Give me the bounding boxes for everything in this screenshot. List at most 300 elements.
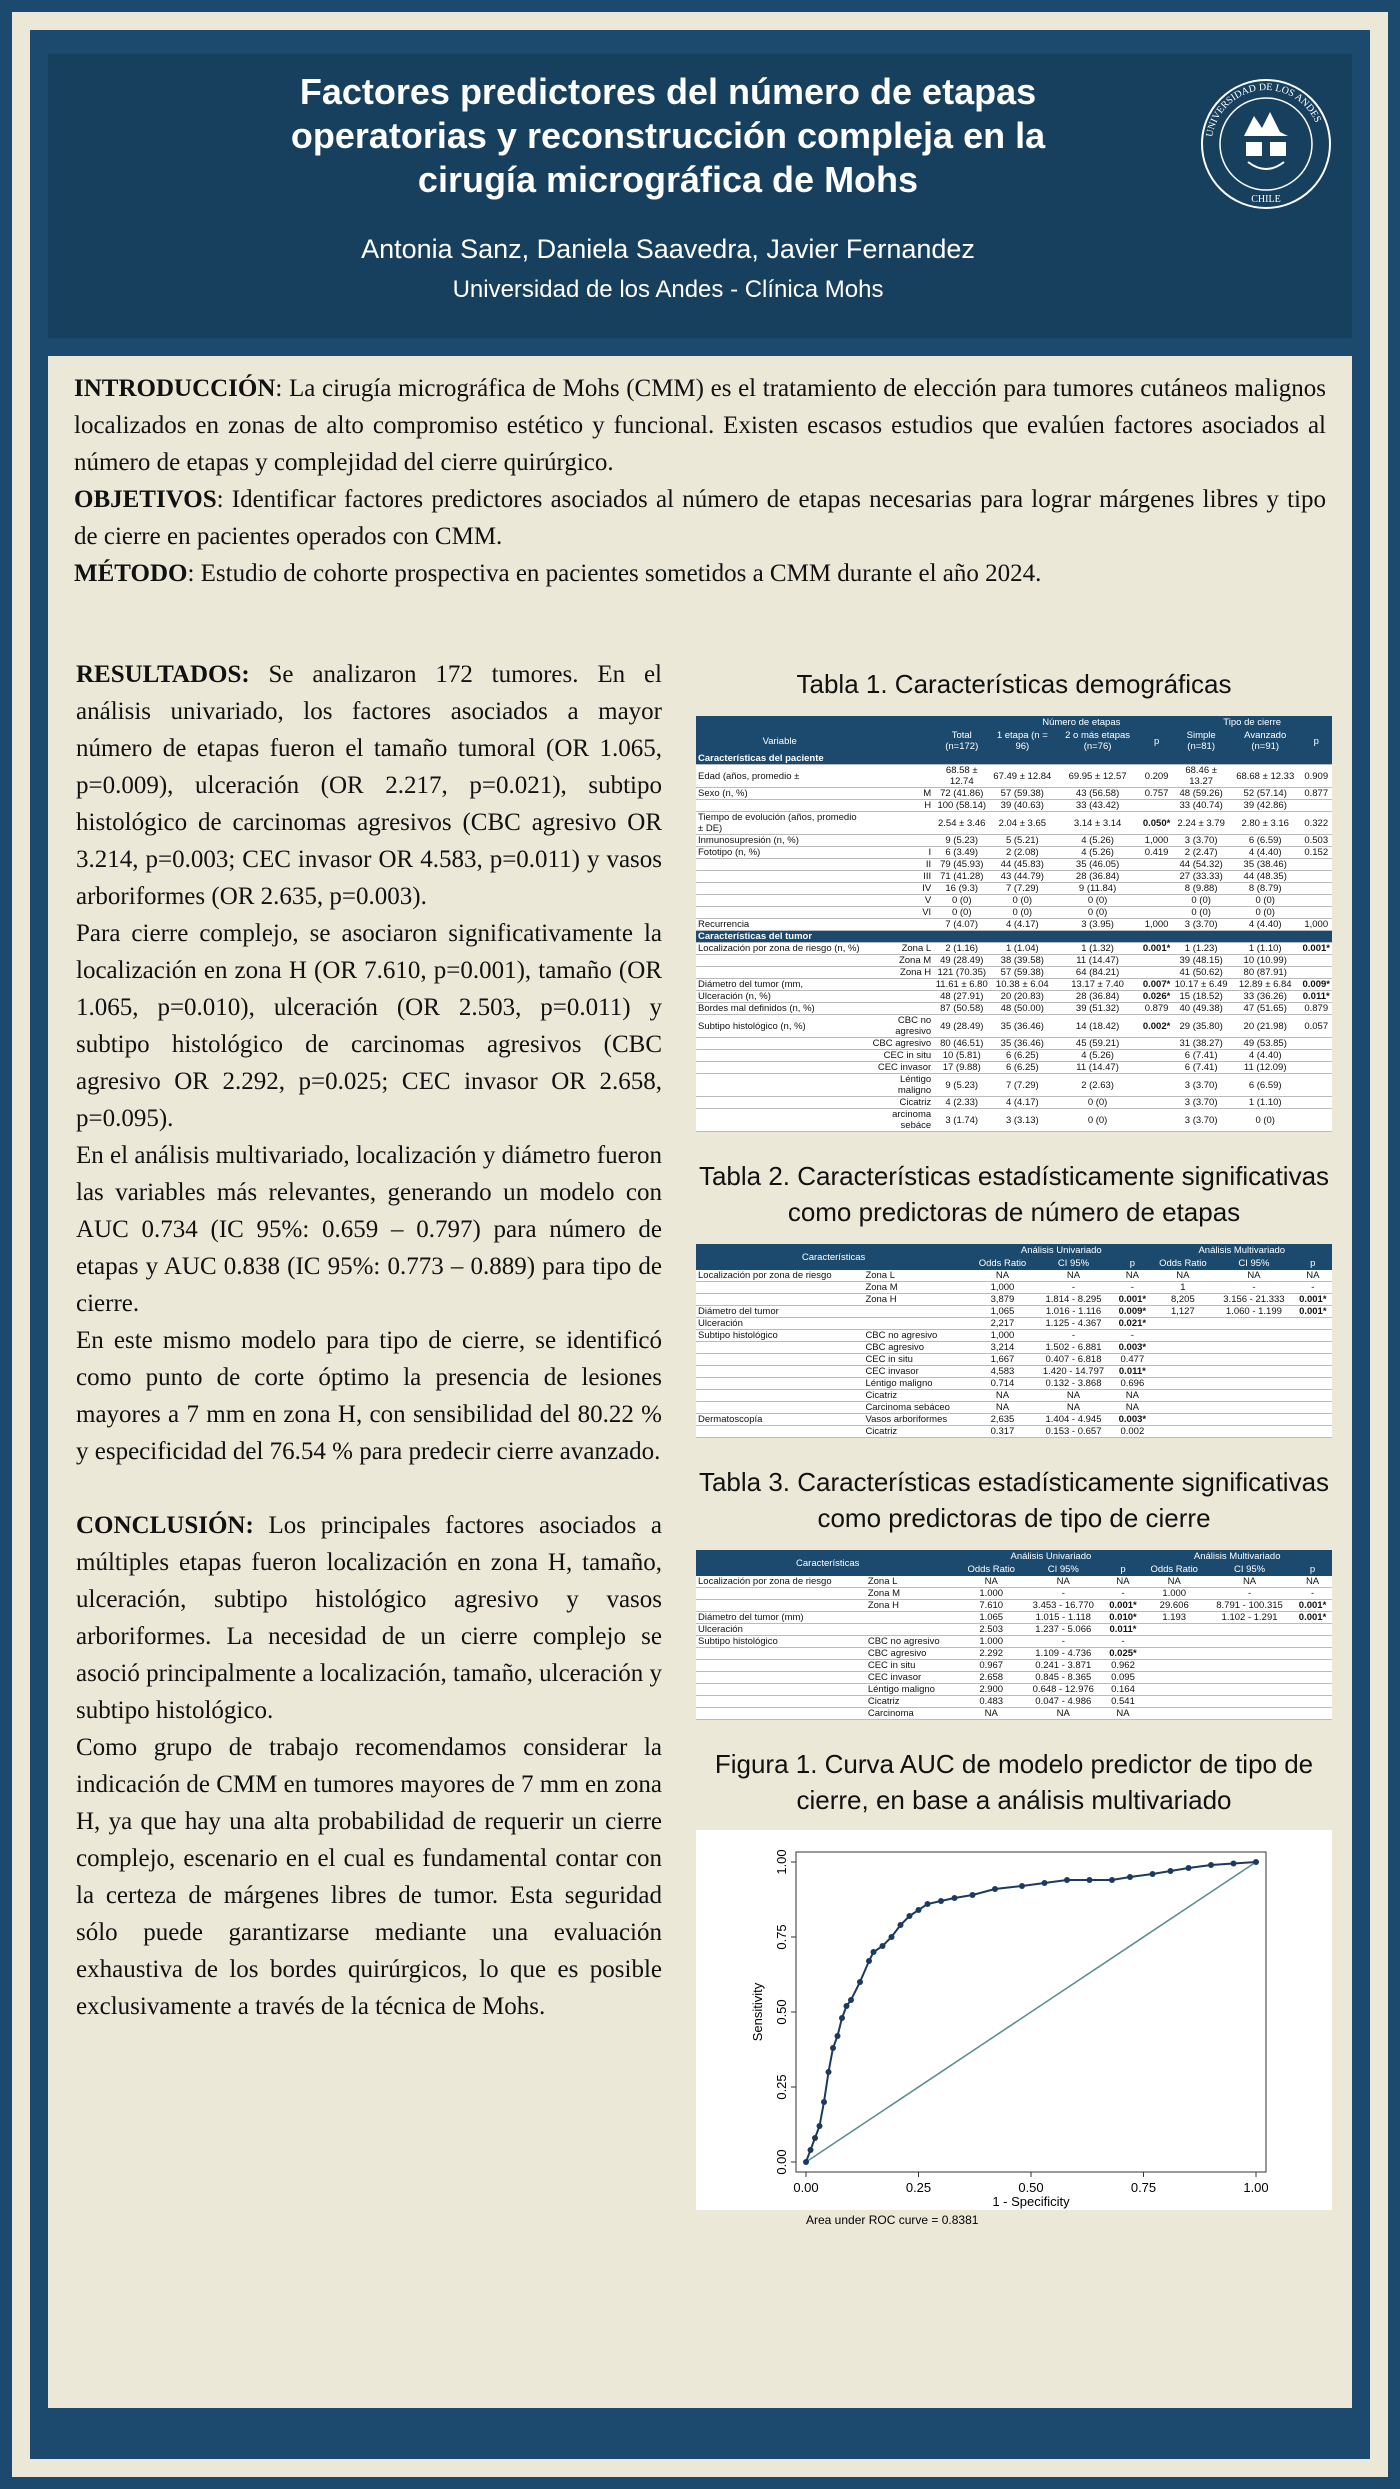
table-cell: 2,635 (971, 1414, 1034, 1426)
table-cell: 0.025* (1104, 1648, 1143, 1660)
roc-point (826, 2069, 832, 2075)
table-cell: 39 (42.86) (1230, 800, 1300, 812)
table-cell: NA (1293, 1576, 1332, 1588)
roc-chart (696, 1830, 1332, 2227)
table-cell: 44 (54.32) (1172, 859, 1230, 871)
table-row (696, 1672, 1332, 1684)
table-cell (1293, 1636, 1332, 1648)
table-cell: 28 (36.84) (1054, 991, 1141, 1003)
table-cell: 0 (0) (1054, 895, 1141, 907)
table-cell: 2.04 ± 3.65 (990, 812, 1054, 835)
results-p1 (76, 656, 662, 915)
table-row (696, 812, 1332, 835)
roc-point (1150, 1871, 1156, 1877)
table-cell: 2 (2.08) (990, 847, 1054, 859)
table-cell: 0 (0) (933, 907, 990, 919)
table-cell: 4 (4.40) (1230, 1050, 1300, 1062)
table-cell (1142, 1636, 1206, 1648)
y-tick-label: 0.00 (774, 2149, 789, 2175)
affiliation: Universidad de los Andes - Clínica Mohs (452, 276, 884, 303)
table-cell (1142, 1624, 1206, 1636)
roc-point (1109, 1877, 1115, 1883)
table-cell: 2.658 (959, 1672, 1023, 1684)
roc-point (1253, 1859, 1259, 1865)
table-cell: 29.606 (1142, 1600, 1206, 1612)
table-cell: 2,217 (971, 1318, 1034, 1330)
authors: Antonia Sanz, Daniela Saavedra, Javier Fernandez (361, 234, 975, 264)
table1-column-header: Total (n=172) (933, 729, 990, 753)
table-cell (696, 1402, 863, 1414)
intro-section (74, 370, 1326, 592)
table-cell: CEC in situ (866, 1660, 960, 1672)
table-cell (1214, 1318, 1293, 1330)
table-cell: 7 (7.29) (990, 883, 1054, 895)
table3-subheader: CI 95% (1023, 1563, 1104, 1576)
table-row (696, 991, 1332, 1003)
table-cell: 0.050* (1141, 812, 1172, 835)
table-row (696, 1660, 1332, 1672)
table-cell (1300, 883, 1332, 895)
table-cell: 0.322 (1300, 812, 1332, 835)
table-cell: 48 (50.00) (990, 1003, 1054, 1015)
table-cell: 28 (36.84) (1054, 871, 1141, 883)
table-cell: 72 (41.86) (933, 788, 990, 800)
table-cell: 1.102 - 1.291 (1206, 1612, 1293, 1624)
table-cell: Zona H (866, 1600, 960, 1612)
table-cell (1293, 1684, 1332, 1696)
table-cell (1141, 883, 1172, 895)
roc-point (925, 1901, 931, 1907)
table-cell: II (863, 859, 933, 871)
table-row (696, 1074, 1332, 1097)
table-cell: 0.696 (1113, 1378, 1151, 1390)
table-cell (696, 1708, 866, 1720)
table-cell: - (1023, 1588, 1104, 1600)
table-row (696, 1414, 1332, 1426)
table-cell: 2 (2.47) (1172, 847, 1230, 859)
table-cell: 6 (7.41) (1172, 1050, 1230, 1062)
table1-column-header: Variable (696, 729, 863, 753)
table-cell (696, 1097, 863, 1109)
table-row (696, 943, 1332, 955)
table-cell: Ulceración (696, 1318, 863, 1330)
table-cell: 1.193 (1142, 1612, 1206, 1624)
roc-point (970, 1892, 976, 1898)
table-cell: 0.011* (1300, 991, 1332, 1003)
table-row (696, 1684, 1332, 1696)
table-cell: 3,879 (971, 1294, 1034, 1306)
roc-point (871, 1949, 877, 1955)
table-cell: Bordes mal definidos (n, %) (696, 1003, 863, 1015)
table-cell (1293, 1672, 1332, 1684)
table-cell: 43 (44.79) (990, 871, 1054, 883)
table-cell: V (863, 895, 933, 907)
table-cell: - (1104, 1636, 1143, 1648)
table-row (696, 800, 1332, 812)
table-cell (1294, 1342, 1332, 1354)
table-cell: 6 (6.25) (990, 1050, 1054, 1062)
table-cell: 17 (9.88) (933, 1062, 990, 1074)
table1-blank-header (696, 716, 933, 729)
table1-section-cell: Características del tumor (696, 931, 1332, 943)
table-cell: NA (971, 1270, 1034, 1282)
table-cell (696, 955, 863, 967)
table-cell (1294, 1318, 1332, 1330)
table-cell: H (863, 800, 933, 812)
table-cell: 11 (12.09) (1230, 1062, 1300, 1074)
table-cell: Cicatriz (863, 1390, 971, 1402)
table-cell (696, 871, 863, 883)
poster-body (48, 356, 1352, 2408)
table-cell: 3 (3.95) (1054, 919, 1141, 931)
table-cell: 0.057 (1300, 1015, 1332, 1038)
table-cell: Léntigo maligno (863, 1074, 933, 1097)
table-cell (1214, 1426, 1293, 1438)
table-row (696, 835, 1332, 847)
table-cell (1141, 1097, 1172, 1109)
table-row (696, 1696, 1332, 1708)
table-cell: 2.503 (959, 1624, 1023, 1636)
table-cell (696, 907, 863, 919)
table-cell (1214, 1402, 1293, 1414)
table-cell: 0.967 (959, 1660, 1023, 1672)
table-cell: 12.89 ± 6.84 (1230, 979, 1300, 991)
table-cell: 1,065 (971, 1306, 1034, 1318)
table-cell (1300, 1038, 1332, 1050)
table-cell: 0.962 (1104, 1660, 1143, 1672)
table-cell: 33 (43.42) (1054, 800, 1141, 812)
table-cell (1300, 1074, 1332, 1097)
table-cell: 0 (0) (1054, 1097, 1141, 1109)
table-cell: 1 (1152, 1282, 1215, 1294)
table-cell: 0.152 (1300, 847, 1332, 859)
table-cell: 11 (14.47) (1054, 1062, 1141, 1074)
results-p3: En el análisis multivariado, localización y diámetro fueron las variables más relevantes, generando un modelo con AUC 0.734 (IC 95%: 0.659 – 0.797) para número de etapas y AUC 0.838 (IC 95%: 0.773 – 0.889) para tipo de cierre. (76, 1142, 662, 1317)
table-cell: 1 (1.32) (1054, 943, 1141, 955)
table-cell (696, 1684, 866, 1696)
table-cell: 35 (46.05) (1054, 859, 1141, 871)
intro-label: INTRODUCCIÓN (74, 375, 276, 402)
table3-subheader: p (1104, 1563, 1143, 1576)
results-label: RESULTADOS: (76, 661, 250, 688)
table-cell: 0 (0) (933, 895, 990, 907)
table-cell (1294, 1414, 1332, 1426)
table-cell: NA (1034, 1390, 1113, 1402)
table-cell: 0 (0) (990, 907, 1054, 919)
table2-subheader: Odds Ratio (1152, 1257, 1215, 1270)
table-cell: 1.420 - 14.797 (1034, 1366, 1113, 1378)
table-cell: 0.209 (1141, 765, 1172, 788)
table-cell: Diámetro del tumor (mm) (696, 1612, 866, 1624)
table-cell (1300, 1050, 1332, 1062)
table-cell (1141, 895, 1172, 907)
table-cell (1294, 1366, 1332, 1378)
table-row (696, 871, 1332, 883)
x-tick-label: 1.00 (1243, 2180, 1269, 2195)
y-tick-label: 1.00 (774, 1849, 789, 1875)
table-cell: 33 (36.26) (1230, 991, 1300, 1003)
table2-subheader: p (1113, 1257, 1151, 1270)
table-cell: 1.016 - 1.116 (1034, 1306, 1113, 1318)
table-cell: 10 (10.99) (1230, 955, 1300, 967)
table-cell: 0.879 (1141, 1003, 1172, 1015)
table-cell (1300, 967, 1332, 979)
table-row (696, 1576, 1332, 1588)
table-row (696, 1390, 1332, 1402)
table-cell (1300, 907, 1332, 919)
table-cell (696, 1062, 863, 1074)
table-cell: Cicatriz (866, 1696, 960, 1708)
title-line-2: operatorias y reconstrucción compleja en la (290, 115, 1046, 156)
table-row (696, 1270, 1332, 1282)
conclusion-label: CONCLUSIÓN: (76, 1512, 254, 1539)
table-cell: Vasos arboriformes (863, 1414, 971, 1426)
table-cell (1214, 1378, 1293, 1390)
table-cell: 0.047 - 4.986 (1023, 1696, 1104, 1708)
table-cell: 1,127 (1152, 1306, 1215, 1318)
table-cell: 0.757 (1141, 788, 1172, 800)
roc-point (857, 1979, 863, 1985)
table-cell: 49 (53.85) (1230, 1038, 1300, 1050)
table-cell: 79 (45.93) (933, 859, 990, 871)
roc-point (848, 1997, 854, 2003)
table-cell (1206, 1684, 1293, 1696)
table3-subheader: p (1293, 1563, 1332, 1576)
results-column (76, 656, 662, 2025)
table-cell (1214, 1354, 1293, 1366)
table-cell (1300, 871, 1332, 883)
roc-point (1042, 1880, 1048, 1886)
x-axis-label: 1 - Specificity (992, 2194, 1070, 2209)
table-cell (1152, 1366, 1215, 1378)
roc-point (817, 2123, 823, 2129)
table-cell (866, 1612, 960, 1624)
table-cell: 4 (4.40) (1230, 919, 1300, 931)
roc-point (938, 1898, 944, 1904)
table-row (696, 1342, 1332, 1354)
table-cell: 1.404 - 4.945 (1034, 1414, 1113, 1426)
table-cell (863, 1318, 971, 1330)
table-cell: 1 (1.04) (990, 943, 1054, 955)
table-cell: 44 (48.35) (1230, 871, 1300, 883)
table-cell: 14 (18.42) (1054, 1015, 1141, 1038)
roc-point (844, 2003, 850, 2009)
table1-column-header: 1 etapa (n = 96) (990, 729, 1054, 753)
table-cell: 3,214 (971, 1342, 1034, 1354)
table-cell: 0.010* (1104, 1612, 1143, 1624)
table2-subheader: CI 95% (1034, 1257, 1113, 1270)
table-cell: CBC agresivo (863, 1342, 971, 1354)
table-cell: NA (1142, 1576, 1206, 1588)
poster-title (218, 70, 1118, 202)
table-cell (1214, 1342, 1293, 1354)
table-cell (696, 1109, 863, 1132)
table-row (696, 931, 1332, 943)
table2-subheader: CI 95% (1214, 1257, 1293, 1270)
table-cell (1294, 1390, 1332, 1402)
table-cell: 0.003* (1113, 1414, 1151, 1426)
roc-point (898, 1922, 904, 1928)
table-row (696, 765, 1332, 788)
table-cell: Subtipo histológico (696, 1330, 863, 1342)
table-cell: 0.001* (1113, 1294, 1151, 1306)
table-cell: 0.009* (1113, 1306, 1151, 1318)
table-row (696, 859, 1332, 871)
table-cell: 48 (27.91) (933, 991, 990, 1003)
table-cell: - (1214, 1282, 1293, 1294)
table-cell: 68.68 ± 12.33 (1230, 765, 1300, 788)
table-cell: CBC no agresivo (863, 1330, 971, 1342)
roc-point (821, 2099, 827, 2105)
table-cell: - (1104, 1588, 1143, 1600)
table-cell: 40 (49.38) (1172, 1003, 1230, 1015)
table-cell (1152, 1378, 1215, 1390)
conclusion-p2: Como grupo de trabajo recomendamos considerar la indicación de CMM en tumores mayores de 7 mm en zona H, ya que hay una alta probabilidad de requerir un cierre complejo, escenario en el cual es fundamental contar con la certeza de márgenes libres de tumor. Esta seguridad sólo puede garantizarse mediante una evaluación exhaustiva de los bordes quirúrgicos, lo que es posible exclusivamente a través de la técnica de Mohs. (76, 1734, 662, 2020)
table-cell (1152, 1354, 1215, 1366)
roc-point (839, 2015, 845, 2021)
table-cell: IV (863, 883, 933, 895)
table-cell: 100 (58.14) (933, 800, 990, 812)
table-row (696, 1708, 1332, 1720)
table-cell (696, 1378, 863, 1390)
table-cell: 31 (38.27) (1172, 1038, 1230, 1050)
table-row (696, 1330, 1332, 1342)
table-cell: Edad (años, promedio ± (696, 765, 863, 788)
table-cell (1141, 859, 1172, 871)
table-cell (1214, 1414, 1293, 1426)
tables-column (696, 656, 1332, 2227)
roc-point (1064, 1877, 1070, 1883)
poster-header (48, 54, 1352, 338)
table-cell: 4,583 (971, 1366, 1034, 1378)
table-cell (696, 1588, 866, 1600)
table-cell (696, 1696, 866, 1708)
table-cell (1293, 1624, 1332, 1636)
table-cell (863, 812, 933, 835)
table-cell: 29 (35.80) (1172, 1015, 1230, 1038)
table-cell: 0.407 - 6.818 (1034, 1354, 1113, 1366)
table-cell: - (1206, 1588, 1293, 1600)
table-cell: Carcinoma sebáceo (863, 1402, 971, 1414)
table-cell: 0 (0) (1230, 907, 1300, 919)
y-tick-label: 0.50 (774, 1999, 789, 2025)
table-cell: 48 (59.26) (1172, 788, 1230, 800)
table-cell: CBC agresivo (866, 1648, 960, 1660)
table-cell: 1,000 (971, 1282, 1034, 1294)
table3-closure (696, 1550, 1332, 1720)
table3-subheader: Odds Ratio (1142, 1563, 1206, 1576)
table-cell: 2.292 (959, 1648, 1023, 1660)
table-cell: NA (1113, 1402, 1151, 1414)
table-cell (1293, 1708, 1332, 1720)
table-cell (696, 1426, 863, 1438)
table-cell: 0.909 (1300, 765, 1332, 788)
method-label: MÉTODO (74, 560, 188, 587)
roc-point (907, 1913, 913, 1919)
table-cell (1293, 1648, 1332, 1660)
roc-point (808, 2147, 814, 2153)
table-cell: 3 (3.70) (1172, 919, 1230, 931)
table-cell: - (1113, 1282, 1151, 1294)
table-cell: 0.021* (1113, 1318, 1151, 1330)
roc-point (992, 1886, 998, 1892)
table-cell (1141, 955, 1172, 967)
table-cell: 8,205 (1152, 1294, 1215, 1306)
table-cell (1214, 1390, 1293, 1402)
table-cell (1206, 1648, 1293, 1660)
table-cell: Fototipo (n, %) (696, 847, 863, 859)
table-cell (696, 1038, 863, 1050)
table-cell: 11 (14.47) (1054, 955, 1141, 967)
table-cell: 0.001* (1294, 1306, 1332, 1318)
table-cell: M (863, 788, 933, 800)
table-row (696, 1636, 1332, 1648)
table-cell (1300, 800, 1332, 812)
table-cell (863, 765, 933, 788)
auc-annotation: Area under ROC curve = 0.8381 (806, 2213, 979, 2227)
table-cell: 67.49 ± 12.84 (990, 765, 1054, 788)
seal-text: UNIVERSIDAD DE LOS ANDES (1204, 81, 1324, 138)
table3-subheader: CI 95% (1206, 1563, 1293, 1576)
table-cell: CEC invasor (866, 1672, 960, 1684)
table-cell: 3 (3.13) (990, 1109, 1054, 1132)
table-cell: 33 (40.74) (1172, 800, 1230, 812)
seal-sub: CHILE (1251, 194, 1281, 205)
roc-point (1186, 1865, 1192, 1871)
table-cell (696, 859, 863, 871)
table-cell (1300, 955, 1332, 967)
table-row (696, 1354, 1332, 1366)
table3-characteristics-header: Características (696, 1550, 959, 1576)
table2-group-header: Análisis Univariado (971, 1244, 1151, 1257)
table-row (696, 1402, 1332, 1414)
roc-point (1127, 1874, 1133, 1880)
table-cell (1300, 895, 1332, 907)
table-row (696, 955, 1332, 967)
table-cell: 39 (51.32) (1054, 1003, 1141, 1015)
table-cell: 6 (6.59) (1230, 835, 1300, 847)
table-cell: Zona H (863, 967, 933, 979)
table-cell: 0 (0) (1172, 895, 1230, 907)
table-cell: 0.503 (1300, 835, 1332, 847)
table2-title: Tabla 2. Características estadísticamente significativas como predictoras de número de etapas (698, 1161, 1330, 1227)
table-cell: - (1294, 1282, 1332, 1294)
table-row (696, 1003, 1332, 1015)
table-cell: NA (1113, 1390, 1151, 1402)
table-cell: 0.001* (1104, 1600, 1143, 1612)
table-cell: 8 (8.79) (1230, 883, 1300, 895)
table-cell: 1.109 - 4.736 (1023, 1648, 1104, 1660)
table1-column-header: 2 o más etapas (n=76) (1054, 729, 1141, 753)
table-cell: NA (1214, 1270, 1293, 1282)
table-cell (696, 967, 863, 979)
table-cell: 1 (1.10) (1230, 943, 1300, 955)
table-row (696, 1097, 1332, 1109)
table-cell: NA (1023, 1708, 1104, 1720)
table-cell: 39 (40.63) (990, 800, 1054, 812)
table-cell: NA (959, 1576, 1023, 1588)
table-cell: 4 (5.26) (1054, 847, 1141, 859)
table-cell: 3 (3.70) (1172, 1109, 1230, 1132)
table-cell (1294, 1330, 1332, 1342)
table-cell (696, 1600, 866, 1612)
table-cell: 52 (57.14) (1230, 788, 1300, 800)
y-axis-label: Sensitivity (750, 1982, 765, 2042)
table-cell (1206, 1636, 1293, 1648)
table-cell: NA (959, 1708, 1023, 1720)
table-cell (1152, 1318, 1215, 1330)
results-text-1: Se analizaron 172 tumores. En el análisis univariado, los factores asociados a mayor número de etapas fueron el tamaño tumoral (OR 1.065, p=0.009), ulceración (OR 2.217, p=0.021), subtipo histológico de carcinomas agresivos (CBC agresivo OR 3.214, p=0.003; CEC invasor OR 4.583, p=0.011) y vasos arboriformes (OR 2.635, p=0.003). (76, 661, 662, 910)
